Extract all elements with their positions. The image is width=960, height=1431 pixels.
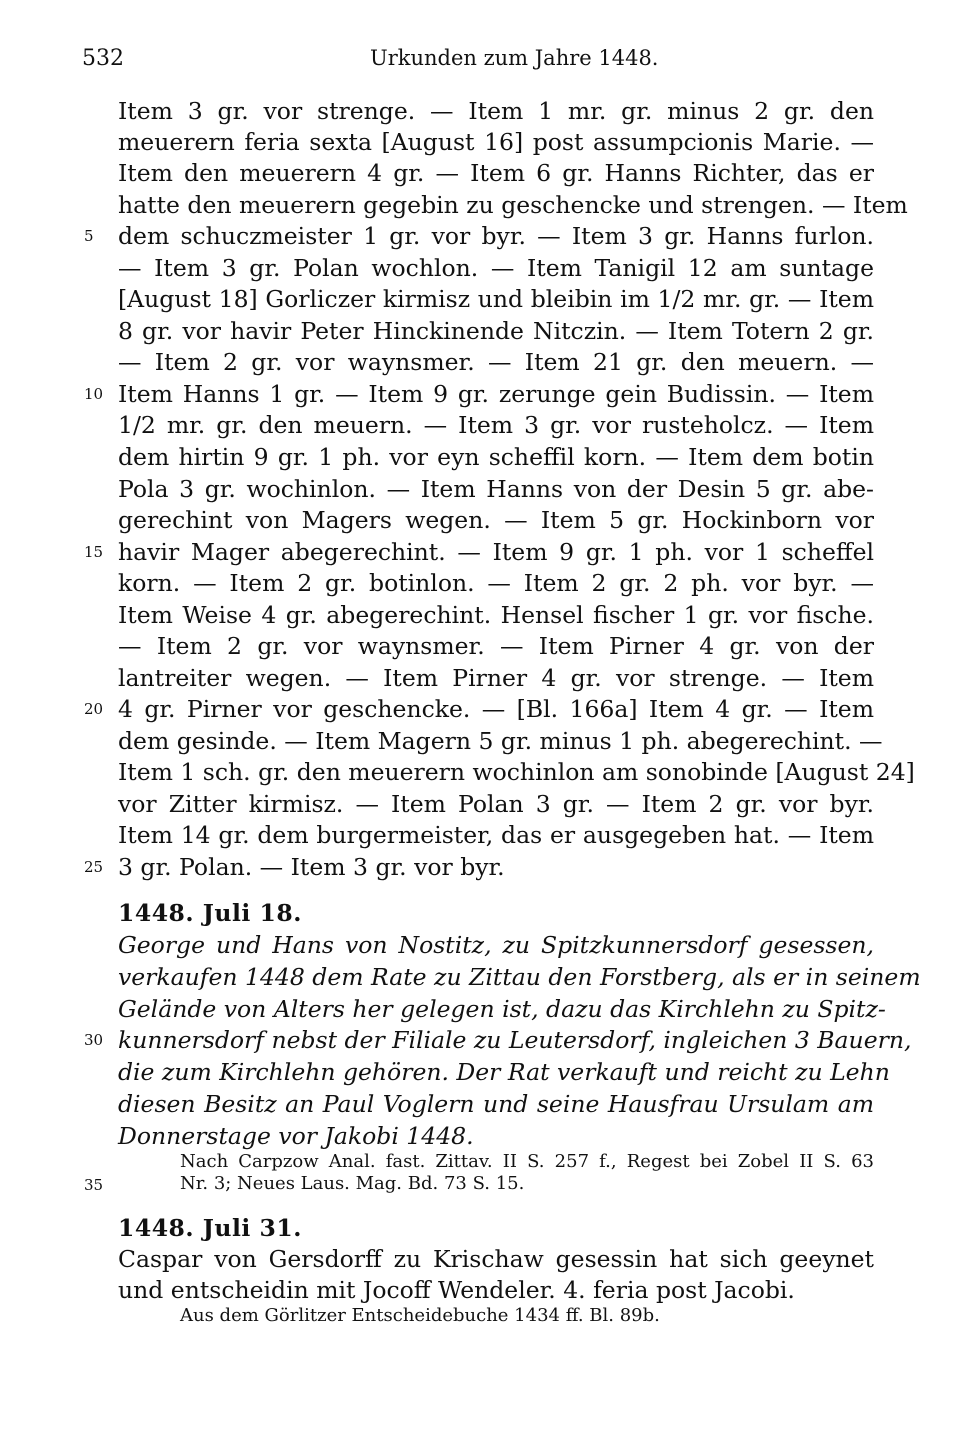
- body-line: Item 14 gr. dem burgermeister, das er ausgegeben hat. — Item: [118, 821, 874, 849]
- body-line: 8 gr. vor havir Peter Hinckinende Nitczin. — Item Totern 2 gr.: [118, 317, 874, 345]
- body-line: — Item 2 gr. vor waynsmer. — Item 21 gr. den meuern. —: [118, 348, 874, 376]
- body-line: [August 18] Gorliczer kirmisz und bleibin im 1/2 mr. gr. — Item: [118, 285, 874, 313]
- entry-summary-line: verkaufen 1448 dem Rate zu Zittau den Forstberg, als er in seinem: [118, 963, 921, 991]
- margin-line-number: 20: [84, 700, 104, 718]
- body-line: Item Hanns 1 gr. — Item 9 gr. zerunge gein Budissin. — Item: [118, 380, 874, 408]
- entry-summary-line: kunnersdorf nebst der Filiale zu Leutersdorf, ingleichen 3 Bauern,: [118, 1026, 912, 1054]
- margin-line-number: 30: [84, 1031, 104, 1049]
- entry-summary-line: Donnerstage vor Jakobi 1448.: [118, 1122, 474, 1150]
- body-line: meuerern feria sexta [August 16] post assumpcionis Marie. —: [118, 128, 874, 156]
- body-line: gerechint von Magers wegen. — Item 5 gr. Hockinborn vor: [118, 506, 874, 534]
- entry-source-note: Nach Carpzow Anal. fast. Zittav. II S. 257 f., Regest bei Zobel II S. 63: [180, 1151, 874, 1172]
- body-line: lantreiter wegen. — Item Pirner 4 gr. vor strenge. — Item: [118, 664, 874, 692]
- entry-date-heading: 1448. Juli 18.: [118, 899, 302, 927]
- body-line: Item 1 sch. gr. den meuerern wochinlon am sonobinde [August 24]: [118, 758, 915, 786]
- body-line: — Item 3 gr. Polan wochlon. — Item Tanigil 12 am suntage: [118, 254, 874, 282]
- entry-source-note: Aus dem Görlitzer Entscheidebuche 1434 ff. Bl. 89b.: [180, 1305, 660, 1326]
- entry-text-line: und entscheidin mit Jocoff Wendeler. 4. feria post Jacobi.: [118, 1276, 795, 1304]
- entry-summary-line: Gelände von Alters her gelegen ist, dazu das Kirchlehn zu Spitz-: [118, 995, 886, 1023]
- body-line: havir Mager abegerechint. — Item 9 gr. 1 ph. vor 1 scheffel: [118, 538, 874, 566]
- body-line: dem hirtin 9 gr. 1 ph. vor eyn scheffil korn. — Item dem botin: [118, 443, 874, 471]
- margin-line-number: 35: [84, 1176, 104, 1194]
- entry-summary-line: diesen Besitz an Paul Voglern und seine Hausfrau Ursulam am: [118, 1090, 874, 1118]
- body-line: Item Weise 4 gr. abegerechint. Hensel fischer 1 gr. vor fische.: [118, 601, 874, 629]
- body-line: Item den meuerern 4 gr. — Item 6 gr. Hanns Richter, das er: [118, 159, 874, 187]
- page-number: 532: [82, 46, 124, 71]
- body-line: 4 gr. Pirner vor geschencke. — [Bl. 166a] Item 4 gr. — Item: [118, 695, 874, 723]
- entry-summary-line: George und Hans von Nostitz, zu Spitzkunnersdorf gesessen,: [118, 931, 874, 959]
- body-line: korn. — Item 2 gr. botinlon. — Item 2 gr. 2 ph. vor byr. —: [118, 569, 874, 597]
- body-line: Pola 3 gr. wochinlon. — Item Hanns von der Desin 5 gr. abe-: [118, 475, 874, 503]
- entry-summary-line: die zum Kirchlehn gehören. Der Rat verkauft und reicht zu Lehn: [118, 1058, 890, 1086]
- entry-date-heading: 1448. Juli 31.: [118, 1214, 302, 1242]
- page-header: [82, 46, 882, 76]
- entry-text-line: Caspar von Gersdorff zu Krischaw gesessin hat sich geeynet: [118, 1245, 874, 1273]
- body-line: vor Zitter kirmisz. — Item Polan 3 gr. — Item 2 gr. vor byr.: [118, 790, 874, 818]
- running-title: Urkunden zum Jahre 1448.: [370, 46, 659, 70]
- body-line: hatte den meuerern gegebin zu geschencke und strengen. — Item: [118, 191, 908, 219]
- margin-line-number: 5: [84, 227, 94, 245]
- body-line: dem gesinde. — Item Magern 5 gr. minus 1 ph. abegerechint. —: [118, 727, 883, 755]
- body-line: Item 3 gr. vor strenge. — Item 1 mr. gr. minus 2 gr. den: [118, 97, 874, 125]
- margin-line-number: 10: [84, 385, 104, 403]
- entry-source-note: Nr. 3; Neues Laus. Mag. Bd. 73 S. 15.: [180, 1173, 525, 1194]
- margin-line-number: 15: [84, 543, 104, 561]
- body-line: 1/2 mr. gr. den meuern. — Item 3 gr. vor rusteholcz. — Item: [118, 411, 874, 439]
- margin-line-number: 25: [84, 858, 104, 876]
- body-line: dem schuczmeister 1 gr. vor byr. — Item 3 gr. Hanns furlon.: [118, 222, 874, 250]
- body-line: — Item 2 gr. vor waynsmer. — Item Pirner 4 gr. von der: [118, 632, 874, 660]
- body-line: 3 gr. Polan. — Item 3 gr. vor byr.: [118, 853, 505, 881]
